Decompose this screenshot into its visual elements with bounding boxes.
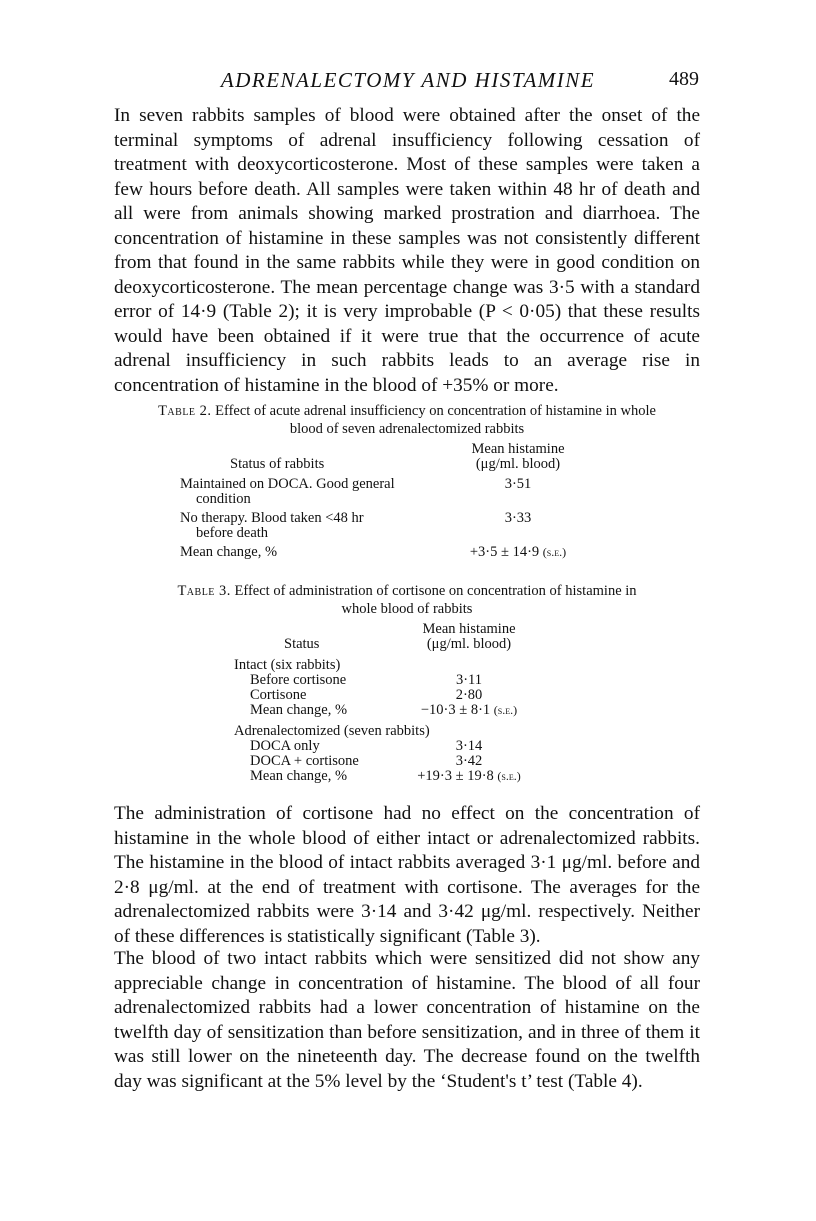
table2-caption-line1: Effect of acute adrenal insufficiency on concentration of histamine in whole bbox=[215, 403, 656, 419]
table3-g1-row3-label: Mean change, % bbox=[250, 702, 348, 718]
table3-group2-title: Adrenalectomized (seven rabbits) bbox=[234, 723, 430, 739]
table2-caption-line2: blood of seven adrenalectomized rabbits bbox=[289, 421, 525, 437]
table3-g1-row3-value: −10·3 ± 8·1 bbox=[420, 702, 491, 718]
table3-g1-row2-value: 2·80 bbox=[455, 687, 483, 703]
table2-header-row bbox=[180, 442, 600, 472]
table3-group1-title-row bbox=[234, 652, 544, 673]
table2-col2-head-line1: Mean histamine bbox=[471, 441, 565, 457]
table3-group2-title-row bbox=[234, 718, 544, 739]
table-row bbox=[180, 507, 600, 541]
table3 bbox=[234, 622, 544, 784]
table3-g2-row3-se: (s.e.) bbox=[497, 769, 521, 783]
table3-g2-row3-label: Mean change, % bbox=[250, 768, 348, 784]
table3-label: Table 3. bbox=[177, 583, 231, 599]
table-row bbox=[234, 703, 544, 718]
table2-row2-value: 3·33 bbox=[504, 510, 532, 526]
table3-g1-row1-value: 3·11 bbox=[455, 672, 483, 688]
table2-row1-label-cont: condition bbox=[196, 491, 251, 507]
table3-g2-row1-label: DOCA only bbox=[250, 738, 320, 754]
table3-col2-head-line1: Mean histamine bbox=[422, 621, 516, 637]
table2-caption bbox=[92, 402, 722, 438]
table2-row3-value: +3·5 ± 14·9 bbox=[469, 544, 540, 560]
table3-group1-title: Intact (six rabbits) bbox=[234, 657, 341, 673]
table3-caption bbox=[92, 582, 722, 618]
table3-g1-row2-label: Cortisone bbox=[250, 687, 307, 703]
table2-row1-label: Maintained on DOCA. Good general bbox=[180, 476, 395, 492]
table2 bbox=[180, 442, 600, 560]
paragraph-1: In seven rabbits samples of blood were obtained after the onset of the terminal symptoms of adrenal insufficiency following cessation of treatment with deoxycorticosterone. Most of these samples were taken a few hours before death. All samples were taken within 48 hr of death and all were from animals showing marked prostration and diarrhoea. The concentration of histamine in these samples was not consistently different from that found in the same rabbits while they were in good condition on deoxycorticosterone. The mean percentage change was 3·5 with a standard error of 14·9 (Table 2); it is very improbable (P < 0·05) that these results would have been obtained if it were true that the occurrence of acute adrenal insufficiency in such rabbits leads to an average rise in concentration of histamine in the blood of +35% or more. bbox=[114, 105, 700, 396]
table2-label: Table 2. bbox=[158, 403, 212, 419]
table3-caption-line2: whole blood of rabbits bbox=[341, 601, 473, 617]
paragraph-2: The administration of cortisone had no effect on the concentration of histamine in the whole blood of either intact or adrenalectomized rabbits. The histamine in the blood of intact rabbits averaged 3·1 μg/ml. before and 2·8 μg/ml. at the end of treatment with cortisone. The averages for the adrenalectomized rabbits were 3·14 and 3·42 μg/ml. respectively. Neither of these differences is statistically significant (Table 3). bbox=[114, 803, 700, 947]
table-row bbox=[234, 739, 544, 754]
table2-col1-head: Status of rabbits bbox=[230, 456, 325, 472]
paragraph-3: The blood of two intact rabbits which were sensitized did not show any appreciable change in concentration of histamine. The blood of all four adrenalectomized rabbits had a lower concentration of histamine on the twelfth day of sensitization than before sensitization, and in three of them it was still lower on the nineteenth day. The decrease found on the twelfth day was significant at the 5% level by the ‘Student's t’ test (Table 4). bbox=[114, 948, 700, 1092]
table3-col2-head-line2: (μg/ml. blood) bbox=[426, 636, 512, 652]
table2-row2-label-cont: before death bbox=[196, 525, 269, 541]
table-row bbox=[180, 541, 600, 560]
table-row bbox=[234, 688, 544, 703]
table2-col2-head-line2: (μg/ml. blood) bbox=[475, 456, 561, 472]
running-title: ADRENALECTOMY AND HISTAMINE bbox=[220, 68, 596, 92]
table2-row3-se: (s.e.) bbox=[542, 545, 567, 559]
table3-col1-head: Status bbox=[284, 636, 320, 652]
page-header bbox=[0, 68, 816, 96]
table3-g1-row1-label: Before cortisone bbox=[250, 672, 347, 688]
table-row bbox=[234, 754, 544, 769]
table2-row1-value: 3·51 bbox=[504, 476, 532, 492]
page-number: 489 bbox=[669, 68, 699, 90]
table3-caption-line1: Effect of administration of cortisone on concentration of histamine in bbox=[234, 583, 637, 599]
table3-g1-row3-se: (s.e.) bbox=[493, 703, 518, 717]
table-row bbox=[234, 673, 544, 688]
table3-g2-row2-value: 3·42 bbox=[455, 753, 483, 769]
table-row bbox=[180, 472, 600, 507]
table2-row3-label: Mean change, % bbox=[180, 544, 278, 560]
table2-row2-label: No therapy. Blood taken <48 hr bbox=[180, 510, 364, 526]
table3-g2-row2-label: DOCA + cortisone bbox=[250, 753, 359, 769]
table3-header-row bbox=[234, 622, 544, 652]
table-row bbox=[234, 769, 544, 784]
table3-g2-row1-value: 3·14 bbox=[455, 738, 483, 754]
table3-g2-row3-value: +19·3 ± 19·8 bbox=[417, 768, 494, 784]
